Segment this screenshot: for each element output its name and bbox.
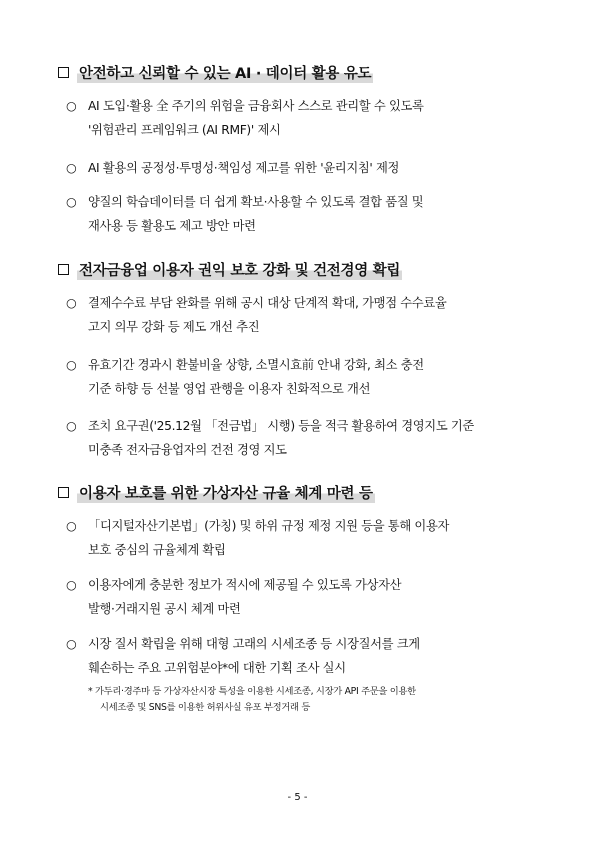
- item-line: 유효기간 경과시 환불비율 상향, 소멸시효前 안내 강화, 최소 충전: [88, 358, 424, 372]
- list-item: [66, 632, 546, 680]
- section-title: 이용자 보호를 위한 가상자산 규율 체계 마련 등: [77, 482, 375, 503]
- list-item: [66, 414, 546, 462]
- circle-bullet-icon: ○: [66, 161, 77, 175]
- footnote-line: * 가두리·경주마 등 가상자산시장 특성을 이용한 시세조종, 시장가 API 주문을 이용한: [88, 686, 416, 697]
- checkbox-square-icon: [58, 67, 69, 78]
- section-heading-3: [58, 481, 538, 503]
- list-item: [66, 156, 546, 180]
- item-line: 결제수수료 부담 완화를 위해 공시 대상 단계적 확대, 가맹점 수수료율: [88, 296, 447, 310]
- item-line: 발행·거래지원 공시 체계 마련: [88, 602, 241, 616]
- item-line: 미충족 전자금융업자의 건전 경영 지도: [88, 443, 287, 457]
- item-line: '위험관리 프레임워크 (AI RMF)' 제시: [88, 123, 281, 137]
- list-item: [66, 353, 546, 401]
- list-item: [66, 514, 546, 562]
- circle-bullet-icon: ○: [66, 195, 77, 209]
- section-heading-1: [58, 61, 538, 83]
- section-title: 전자금융업 이용자 권익 보호 강화 및 건전경영 확립: [77, 259, 402, 280]
- list-item: [66, 94, 546, 142]
- item-line: 시장 질서 확립을 위해 대형 고래의 시세조종 등 시장질서를 크게: [88, 637, 420, 651]
- circle-bullet-icon: ○: [66, 358, 77, 372]
- circle-bullet-icon: ○: [66, 519, 77, 533]
- circle-bullet-icon: ○: [66, 296, 77, 310]
- item-line: 「디지털자산기본법」(가칭) 및 하위 규정 제정 지원 등을 통해 이용자: [88, 519, 450, 533]
- item-line: AI 활용의 공정성·투명성·책임성 제고를 위한 '윤리지침' 제정: [88, 161, 400, 175]
- list-item: [66, 190, 546, 238]
- item-line: AI 도입·활용 全 주기의 위험을 금융회사 스스로 관리할 수 있도록: [88, 99, 424, 113]
- footnote-line: 시세조종 및 SNS를 이용한 허위사실 유포 부정거래 등: [100, 702, 311, 713]
- item-line: 이용자에게 충분한 정보가 적시에 제공될 수 있도록 가상자산: [88, 578, 402, 592]
- footnote: [88, 684, 548, 716]
- item-line: 고지 의무 강화 등 제도 개선 추진: [88, 320, 260, 334]
- circle-bullet-icon: ○: [66, 419, 77, 433]
- circle-bullet-icon: ○: [66, 578, 77, 592]
- page-number: - 5 -: [287, 792, 308, 803]
- circle-bullet-icon: ○: [66, 637, 77, 651]
- item-line: 훼손하는 주요 고위험분야*에 대한 기획 조사 실시: [88, 661, 346, 675]
- checkbox-square-icon: [58, 264, 69, 275]
- list-item: [66, 573, 546, 621]
- checkbox-square-icon: [58, 487, 69, 498]
- item-line: 기준 하향 등 선불 영업 관행을 이용자 친화적으로 개선: [88, 382, 371, 396]
- item-line: 조치 요구권('25.12월 「전금법」 시행) 등을 적극 활용하여 경영지도 기준: [88, 419, 474, 433]
- section-heading-2: [58, 258, 538, 280]
- item-line: 양질의 학습데이터를 더 쉽게 확보·사용할 수 있도록 결합 품질 및: [88, 195, 424, 209]
- item-line: 재사용 등 활용도 제고 방안 마련: [88, 219, 256, 233]
- item-line: 보호 중심의 규율체계 확립: [88, 543, 226, 557]
- section-title: 안전하고 신뢰할 수 있는 AI · 데이터 활용 유도: [77, 62, 373, 83]
- circle-bullet-icon: ○: [66, 99, 77, 113]
- list-item: [66, 291, 546, 339]
